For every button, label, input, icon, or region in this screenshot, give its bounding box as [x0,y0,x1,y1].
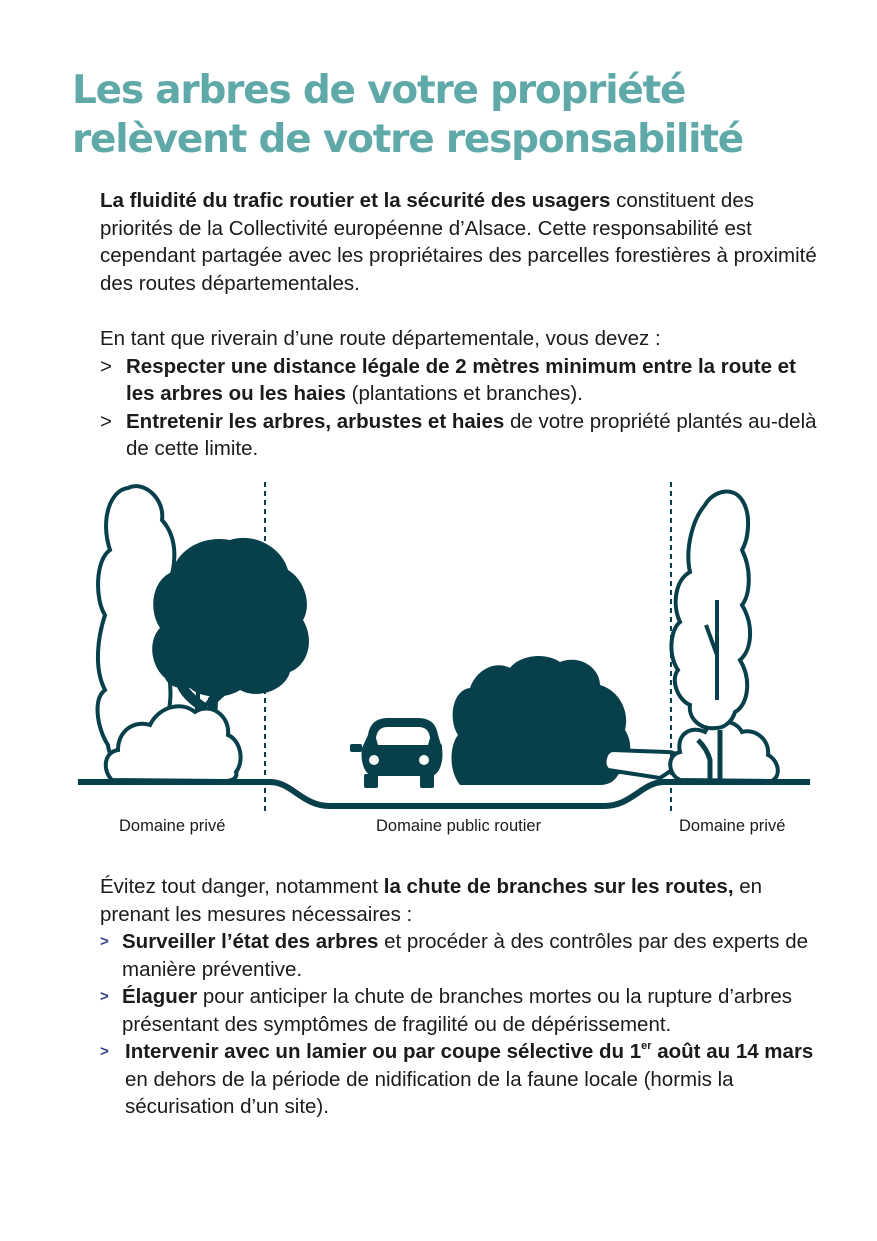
item-text: et procéder à des contrôles par des experts de manière préventive. [122,930,808,981]
item-bold: août au 14 mars [651,1040,814,1063]
ordinal-superscript: er [641,1040,652,1052]
bullet-marker: > [100,988,109,1005]
item-text: pour anticiper la chute de branches mortes ou la rupture d’arbres présentant des symptômes de fragilité ou de dépérissement. [122,985,793,1036]
item-text: (plantations et branches). [345,382,583,405]
label-public-road-domain: Domaine public routier [376,817,542,835]
list-item [100,928,820,983]
title-line-2: relèvent de votre responsabilité [72,117,744,162]
car-icon [350,718,443,788]
list-item [100,353,820,408]
road-cross-section-illustration [0,475,877,815]
intro-paragraph [100,187,820,297]
intro-text: constituent des priorités de la Collectivité européenne d’Alsace. Cette responsabilité est cependant partagée avec les propriétaires des parcelles forestières à proximité des routes départementales. [100,189,817,295]
label-private-domain-left: Domaine privé [119,817,226,835]
bullet-marker: > [100,409,112,433]
ground-line [78,782,810,806]
item-bold: Élaguer [122,985,198,1008]
item-bold: Surveiller l’état des arbres [122,930,379,953]
obligations-lead: En tant que riverain d’une route départementale, vous devez : [100,327,661,350]
prevention-intro [100,873,820,928]
item-text: en dehors de la période de nidification de la faune locale (hormis la sécurisation d’un site). [125,1067,734,1118]
item-bold: Intervenir avec un lamier ou par coupe sélective du 1 [125,1040,642,1063]
page-title [72,66,743,164]
item-bold: Entretenir les arbres, arbustes et haies [126,409,505,433]
prevention-section [100,873,820,1121]
list-item [100,408,820,463]
title-line-1: Les arbres de votre propriété [72,68,686,113]
bullet-marker: > [100,933,109,950]
bullet-marker: > [100,1043,109,1060]
intro-bold-text: La fluidité du trafic routier et la sécurité des usagers [100,189,611,212]
prevention-bold: la chute de branches sur les routes, [383,875,734,898]
prevention-text: Évitez tout danger, notamment [100,875,384,898]
label-private-domain-right: Domaine privé [679,817,786,835]
prevention-text: en prenant les mesures nécessaires : [100,875,763,926]
intro-section [100,187,820,463]
list-item [100,1038,820,1121]
measures-list [100,928,820,1121]
bullet-marker: > [100,354,112,378]
item-bold: Respecter une distance légale de 2 mètres minimum entre la route et les arbres ou les haies [126,354,796,405]
list-item [100,983,820,1038]
item-text: de votre propriété plantés au-delà de cette limite. [126,409,817,460]
right-bush-icon [670,722,778,782]
obligations-list [100,353,820,463]
